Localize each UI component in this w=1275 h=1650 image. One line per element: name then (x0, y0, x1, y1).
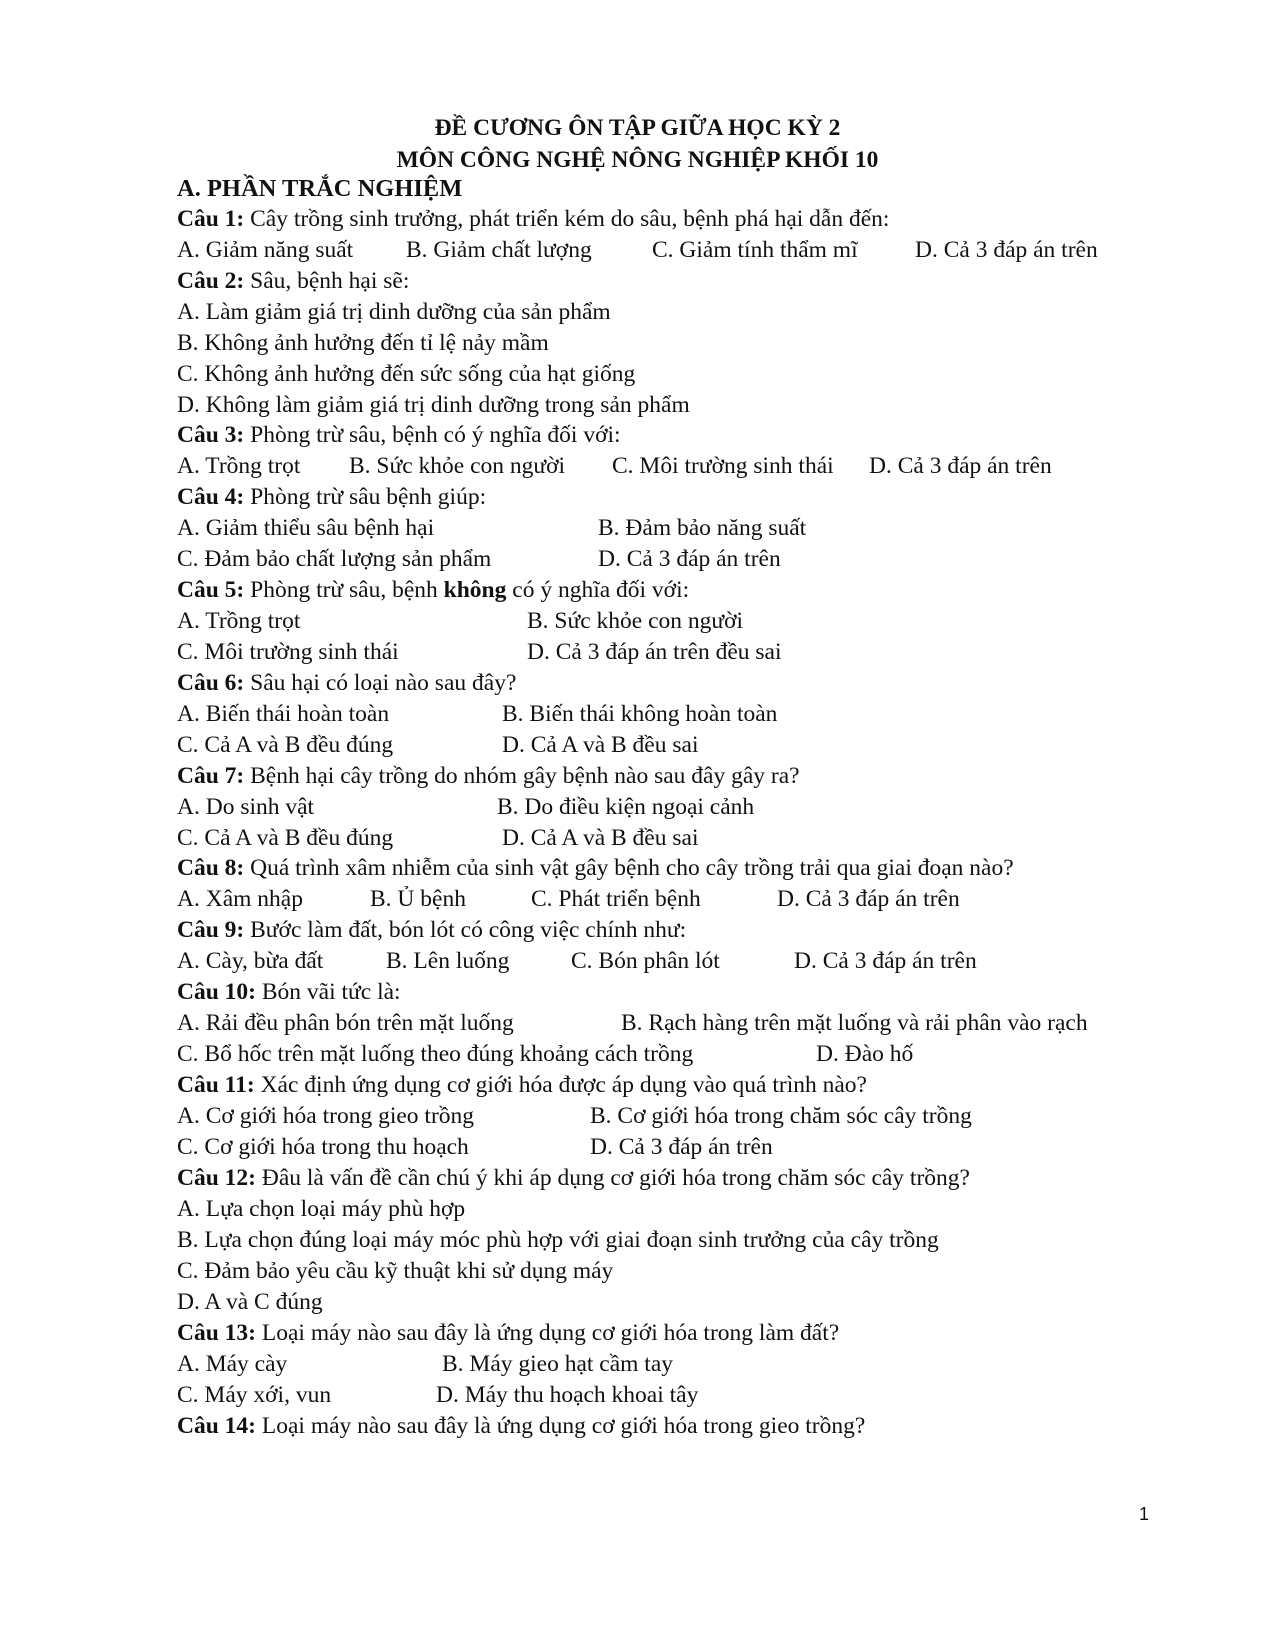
option-c: C. Cả A và B đều đúng (177, 732, 394, 758)
option-c: C. Phát triển bệnh (531, 886, 701, 912)
question-text: Xác định ứng dụng cơ giới hóa được áp dụng vào quá trình nào? (254, 1072, 867, 1098)
question-label: Câu 14: (177, 1413, 256, 1439)
question-text: Sâu hại có loại nào sau đây? (244, 670, 517, 696)
question-label: Câu 5: (177, 577, 245, 603)
question-1 (177, 204, 889, 234)
page-number: 1 (1139, 1504, 1150, 1524)
option-d: D. Đào hố (816, 1041, 914, 1067)
question-label: Câu 4: (177, 484, 245, 510)
question-label: Câu 11: (177, 1072, 255, 1098)
question-2 (177, 266, 409, 296)
question-10 (177, 977, 401, 1007)
question-text: có ý nghĩa đối với: (506, 577, 690, 603)
question-text: Bước làm đất, bón lót có công việc chính như: (244, 917, 687, 943)
option-c: C. Cơ giới hóa trong thu hoạch (177, 1134, 469, 1160)
option-a: A. Làm giảm giá trị dinh dưỡng của sản phẩm (177, 299, 611, 325)
option-d: D. Máy thu hoạch khoai tây (436, 1382, 699, 1408)
question-label: Câu 2: (177, 268, 245, 294)
option-c: C. Máy xới, vun (177, 1382, 332, 1408)
option-a: A. Giảm năng suất (177, 237, 354, 263)
question-13 (177, 1318, 839, 1348)
option-a: A. Trồng trọt (177, 608, 301, 634)
option-a: A. Biến thái hoàn toàn (177, 701, 390, 727)
question-label: Câu 7: (177, 763, 245, 789)
option-c: C. Môi trường sinh thái (177, 639, 399, 665)
question-6 (177, 668, 516, 698)
option-a: A. Máy cày (177, 1351, 288, 1377)
question-text-emphasis: không (443, 577, 507, 603)
option-a: A. Cơ giới hóa trong gieo trồng (177, 1103, 475, 1129)
question-8 (177, 853, 1014, 883)
option-d: D. Cả 3 đáp án trên đều sai (527, 639, 782, 665)
option-a: A. Rải đều phân bón trên mặt luống (177, 1010, 514, 1036)
option-a: A. Do sinh vật (177, 794, 315, 820)
option-b: B. Sức khỏe con người (349, 453, 566, 479)
option-b: B. Biến thái không hoàn toàn (502, 701, 778, 727)
option-b: B. Không ảnh hưởng đến tỉ lệ nảy mầm (177, 330, 549, 356)
question-label: Câu 6: (177, 670, 245, 696)
question-text: Phòng trừ sâu, bệnh có ý nghĩa đối với: (244, 422, 621, 448)
option-a: A. Lựa chọn loại máy phù hợp (177, 1196, 466, 1222)
question-text: Cây trồng sinh trưởng, phát triển kém do sâu, bệnh phá hại dẫn đến: (244, 206, 890, 232)
question-text: Bón vãi tức là: (256, 979, 401, 1005)
option-d: D. Cả 3 đáp án trên (915, 237, 1098, 263)
option-b: B. Lựa chọn đúng loại máy móc phù hợp với giai đoạn sinh trưởng của cây trồng (177, 1227, 939, 1253)
option-c: C. Đảm bảo yêu cầu kỹ thuật khi sử dụng máy (177, 1258, 614, 1284)
document-title-line1: ĐỀ CƯƠNG ÔN TẬP GIỮA HỌC KỲ 2 (434, 115, 841, 141)
option-c: C. Đảm bảo chất lượng sản phẩm (177, 546, 492, 572)
option-a: A. Cày, bừa đất (177, 948, 324, 974)
option-c: C. Giảm tính thẩm mĩ (652, 237, 858, 263)
option-c: C. Bón phân lót (571, 948, 720, 974)
option-b: B. Do điều kiện ngoại cảnh (497, 794, 755, 820)
option-c: C. Môi trường sinh thái (612, 453, 834, 479)
option-d: D. Cả 3 đáp án trên (794, 948, 977, 974)
option-b: B. Rạch hàng trên mặt luống và rải phân vào rạch (621, 1010, 1088, 1036)
option-d: D. Cả 3 đáp án trên (777, 886, 960, 912)
option-b: B. Sức khỏe con người (527, 608, 744, 634)
option-d: D. Cả 3 đáp án trên (590, 1134, 773, 1160)
question-11 (177, 1070, 867, 1100)
question-label: Câu 13: (177, 1320, 256, 1346)
question-text: Đâu là vấn đề cần chú ý khi áp dụng cơ giới hóa trong chăm sóc cây trồng? (256, 1165, 970, 1191)
option-d: D. Cả A và B đều sai (502, 825, 699, 851)
question-label: Câu 9: (177, 917, 245, 943)
question-text: Bệnh hại cây trồng do nhóm gây bệnh nào sau đây gây ra? (244, 763, 800, 789)
option-d: D. Không làm giảm giá trị dinh dưỡng trong sản phẩm (177, 392, 690, 418)
question-5 (177, 575, 689, 605)
option-c: C. Cả A và B đều đúng (177, 825, 394, 851)
question-12 (177, 1163, 970, 1193)
question-14 (177, 1411, 865, 1441)
question-3 (177, 420, 621, 450)
document-title-line2: MÔN CÔNG NGHỆ NÔNG NGHIỆP KHỐI 10 (396, 147, 879, 173)
question-7 (177, 761, 800, 791)
option-c: C. Bổ hốc trên mặt luống theo đúng khoảng cách trồng (177, 1041, 694, 1067)
question-text: Phòng trừ sâu bệnh giúp: (244, 484, 487, 510)
question-9 (177, 915, 686, 945)
option-a: A. Trồng trọt (177, 453, 301, 479)
option-b: B. Cơ giới hóa trong chăm sóc cây trồng (590, 1103, 972, 1129)
option-b: B. Giảm chất lượng (406, 237, 592, 263)
question-label: Câu 10: (177, 979, 256, 1005)
question-4 (177, 482, 486, 512)
option-b: B. Đảm bảo năng suất (598, 515, 807, 541)
question-label: Câu 3: (177, 422, 245, 448)
option-d: D. Cả A và B đều sai (502, 732, 699, 758)
option-c: C. Không ảnh hưởng đến sức sống của hạt giống (177, 361, 636, 387)
question-label: Câu 8: (177, 855, 245, 881)
option-d: D. Cả 3 đáp án trên (598, 546, 781, 572)
section-heading-a: A. PHẦN TRẮC NGHIỆM (177, 175, 463, 202)
question-text: Sâu, bệnh hại sẽ: (244, 268, 410, 294)
option-b: B. Lên luống (386, 948, 510, 974)
question-text: Loại máy nào sau đây là ứng dụng cơ giới hóa trong làm đất? (256, 1320, 840, 1346)
option-a: A. Xâm nhập (177, 886, 303, 912)
question-text: Phòng trừ sâu, bệnh (244, 577, 444, 603)
option-a: A. Giảm thiểu sâu bệnh hại (177, 515, 435, 541)
question-text: Quá trình xâm nhiễm của sinh vật gây bệnh cho cây trồng trải qua giai đoạn nào? (244, 855, 1014, 881)
question-label: Câu 1: (177, 206, 245, 232)
option-d: D. A và C đúng (177, 1289, 323, 1315)
question-text: Loại máy nào sau đây là ứng dụng cơ giới hóa trong gieo trồng? (256, 1413, 866, 1439)
option-d: D. Cả 3 đáp án trên (869, 453, 1052, 479)
option-b: B. Máy gieo hạt cầm tay (442, 1351, 674, 1377)
option-b: B. Ủ bệnh (370, 886, 466, 912)
question-label: Câu 12: (177, 1165, 256, 1191)
